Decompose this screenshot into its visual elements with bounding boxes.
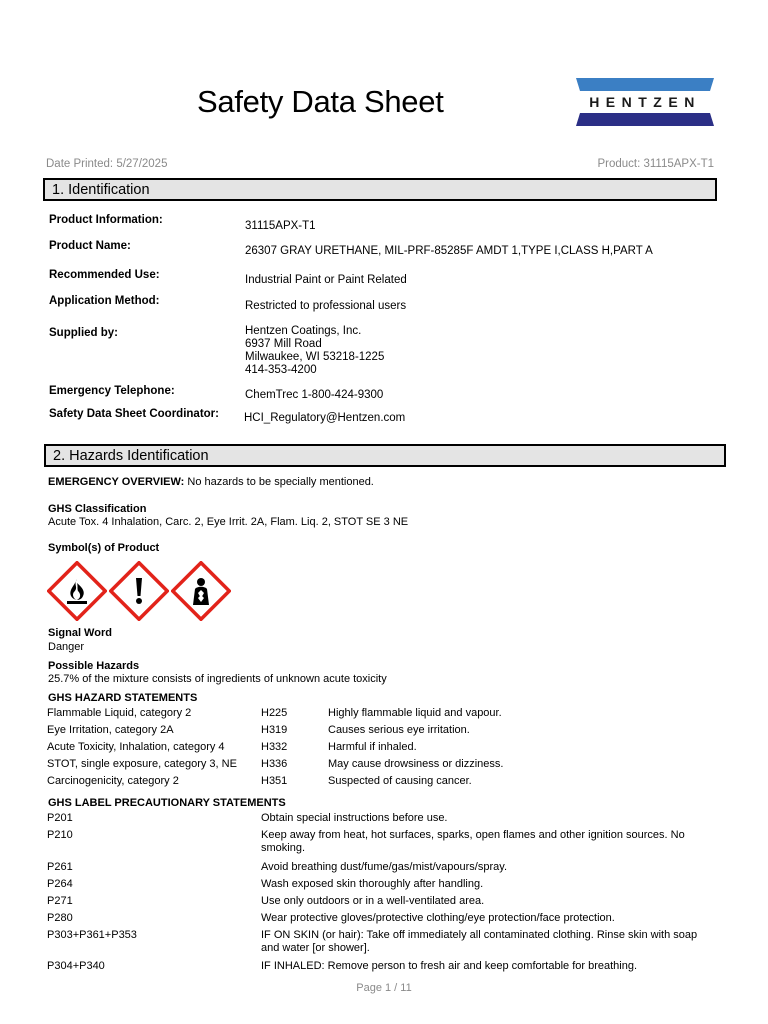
precaution-code: P261 xyxy=(47,861,73,873)
ghs-classification-label: GHS Classification xyxy=(48,503,147,515)
label-product-information: Product Information: xyxy=(49,214,163,226)
hazard-text: Causes serious eye irritation. xyxy=(328,724,470,736)
value-product-name: 26307 GRAY URETHANE, MIL-PRF-85285F AMDT 1,TYPE I,CLASS H,PART A xyxy=(245,245,653,257)
supplier-name: Hentzen Coatings, Inc. xyxy=(245,325,362,337)
hazard-code: H319 xyxy=(261,724,288,736)
label-recommended-use: Recommended Use: xyxy=(49,269,160,281)
value-product-information: 31115APX-T1 xyxy=(245,220,316,232)
supplier-phone: 414-353-4200 xyxy=(245,364,317,376)
hazard-text: Suspected of causing cancer. xyxy=(328,775,472,787)
flame-pictogram-icon xyxy=(47,561,107,621)
value-sds-coordinator: HCI_Regulatory@Hentzen.com xyxy=(244,412,406,424)
section-heading-identification: 1. Identification xyxy=(43,178,717,201)
date-printed: Date Printed: 5/27/2025 xyxy=(46,158,168,170)
signal-word-value: Danger xyxy=(48,641,85,653)
precaution-text: IF INHALED: Remove person to fresh air and keep comfortable for breathing. xyxy=(261,960,638,972)
hazard-text: Highly flammable liquid and vapour. xyxy=(328,707,502,719)
value-supplied-by xyxy=(245,325,384,377)
supplier-city: Milwaukee, WI 53218-1225 xyxy=(245,351,385,363)
hazard-code: H351 xyxy=(261,775,288,787)
precaution-text: IF ON SKIN (or hair): Take off immediately all contaminated clothing. Rinse skin with soap and water [or shower]. xyxy=(261,929,698,954)
product-code: Product: 31115APX-T1 xyxy=(597,158,714,170)
hazard-code: H332 xyxy=(261,741,288,753)
hazard-statements-label: GHS HAZARD STATEMENTS xyxy=(48,692,198,704)
supplier-street: 6937 Mill Road xyxy=(245,338,322,350)
health-hazard-pictogram-icon xyxy=(171,561,231,621)
symbols-label: Symbol(s) of Product xyxy=(48,542,160,554)
hazard-text: Harmful if inhaled. xyxy=(328,741,417,753)
possible-hazards-label: Possible Hazards xyxy=(48,660,140,672)
precaution-code: P271 xyxy=(47,895,73,907)
precaution-code: P303+P361+P353 xyxy=(47,929,137,941)
emergency-overview-text: No hazards to be specially mentioned. xyxy=(184,476,374,488)
emergency-overview-label: EMERGENCY OVERVIEW: xyxy=(48,476,185,488)
value-emergency-telephone: ChemTrec 1-800-424-9300 xyxy=(245,389,384,401)
precaution-text: Use only outdoors or in a well-ventilated area. xyxy=(261,895,485,907)
hazard-category: Flammable Liquid, category 2 xyxy=(47,707,192,719)
label-product-name: Product Name: xyxy=(49,240,131,252)
precaution-text: Obtain special instructions before use. xyxy=(261,812,448,824)
precaution-text: Wash exposed skin thoroughly after handling. xyxy=(261,878,484,890)
hazard-code: H336 xyxy=(261,758,288,770)
exclamation-pictogram-icon xyxy=(109,561,169,621)
hazard-category: STOT, single exposure, category 3, NE xyxy=(47,758,237,770)
signal-word-label: Signal Word xyxy=(48,627,112,639)
hazard-category: Eye Irritation, category 2A xyxy=(47,724,174,736)
ghs-classification-text: Acute Tox. 4 Inhalation, Carc. 2, Eye Irrit. 2A, Flam. Liq. 2, STOT SE 3 NE xyxy=(48,516,409,528)
logo-text: HENTZEN xyxy=(589,94,701,110)
precaution-text: Keep away from heat, hot surfaces, sparks, open flames and other ignition sources. No smoking. xyxy=(261,829,685,854)
precautionary-statements-label: GHS LABEL PRECAUTIONARY STATEMENTS xyxy=(48,797,286,809)
value-recommended-use: Industrial Paint or Paint Related xyxy=(245,274,407,286)
label-emergency-telephone: Emergency Telephone: xyxy=(49,385,175,397)
possible-hazards-text: 25.7% of the mixture consists of ingredients of unknown acute toxicity xyxy=(48,673,387,685)
page-number: Page 1 / 11 xyxy=(356,982,412,994)
precaution-code: P304+P340 xyxy=(47,960,105,972)
emergency-overview xyxy=(48,476,374,489)
precaution-code: P264 xyxy=(47,878,73,890)
hazard-text: May cause drowsiness or dizziness. xyxy=(328,758,504,770)
label-sds-coordinator: Safety Data Sheet Coordinator: xyxy=(49,408,219,420)
label-supplied-by: Supplied by: xyxy=(49,327,118,339)
section-heading-hazards: 2. Hazards Identification xyxy=(44,444,726,467)
precaution-text: Wear protective gloves/protective clothing/eye protection/face protection. xyxy=(261,912,615,924)
hazard-category: Acute Toxicity, Inhalation, category 4 xyxy=(47,741,225,753)
precaution-code: P210 xyxy=(47,829,73,841)
document-title: Safety Data Sheet xyxy=(197,84,444,119)
value-application-method: Restricted to professional users xyxy=(245,300,407,312)
hentzen-logo xyxy=(574,76,716,128)
precaution-code: P201 xyxy=(47,812,73,824)
hazard-category: Carcinogenicity, category 2 xyxy=(47,775,179,787)
label-application-method: Application Method: xyxy=(49,295,160,307)
precaution-code: P280 xyxy=(47,912,73,924)
precaution-text: Avoid breathing dust/fume/gas/mist/vapours/spray. xyxy=(261,861,507,873)
hazard-code: H225 xyxy=(261,707,288,719)
